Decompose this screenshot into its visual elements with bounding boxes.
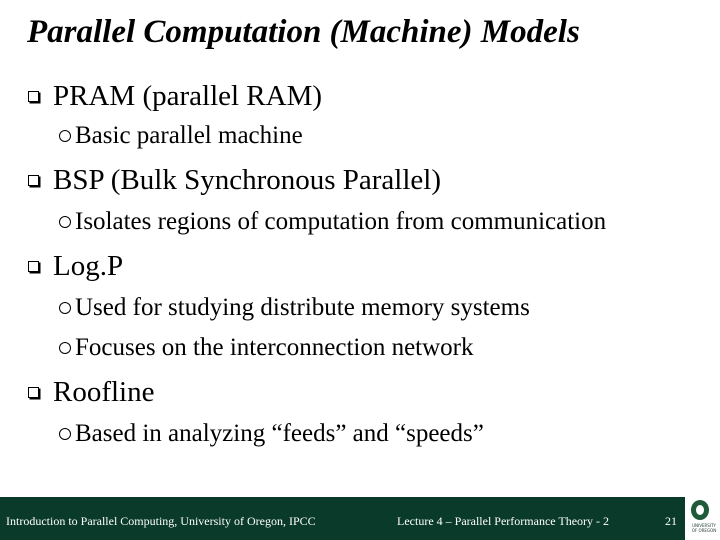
sub-bullet-label: Isolates regions of computation from communication <box>75 208 607 235</box>
sub-bullet-label: Used for studying distribute memory systems <box>75 294 530 321</box>
square-bullet-icon <box>28 91 39 102</box>
circle-bullet-icon <box>59 428 71 440</box>
bullet-pram <box>27 80 322 113</box>
sub-bullet <box>59 294 530 322</box>
circle-bullet-icon <box>59 302 71 314</box>
slide-title: Parallel Computation (Machine) Models <box>27 14 580 50</box>
page-number: 21 <box>665 514 677 528</box>
bullet-bsp <box>27 164 441 197</box>
bullet-logp <box>27 250 123 283</box>
sub-bullet <box>59 334 474 362</box>
oregon-o-icon <box>691 500 709 520</box>
circle-bullet-icon <box>59 216 71 228</box>
square-bullet-icon <box>28 261 39 272</box>
bullet-label: Roofline <box>53 376 155 408</box>
circle-bullet-icon <box>59 130 71 142</box>
sub-bullet <box>59 420 484 448</box>
logo-text: UNIVERSITY OF OREGON <box>691 523 717 533</box>
sub-bullet-label: Based in analyzing “feeds” and “speeds” <box>75 420 484 447</box>
bullet-label: PRAM (parallel RAM) <box>53 80 323 112</box>
bullet-roofline <box>27 376 155 409</box>
footer-course: Introduction to Parallel Computing, University of Oregon, IPCC <box>6 514 316 528</box>
sub-bullet-label: Focuses on the interconnection network <box>75 334 474 361</box>
sub-bullet-label: Basic parallel machine <box>75 122 303 149</box>
university-logo <box>688 497 720 540</box>
bullet-label: Log.P <box>53 250 124 282</box>
footer-bar <box>0 497 685 540</box>
circle-bullet-icon <box>59 342 71 354</box>
sub-bullet <box>59 122 303 150</box>
square-bullet-icon <box>28 175 39 186</box>
sub-bullet <box>59 208 606 236</box>
footer-lecture: Lecture 4 – Parallel Performance Theory - 2 <box>397 514 610 528</box>
square-bullet-icon <box>28 387 39 398</box>
bullet-label: BSP (Bulk Synchronous Parallel) <box>53 164 442 196</box>
